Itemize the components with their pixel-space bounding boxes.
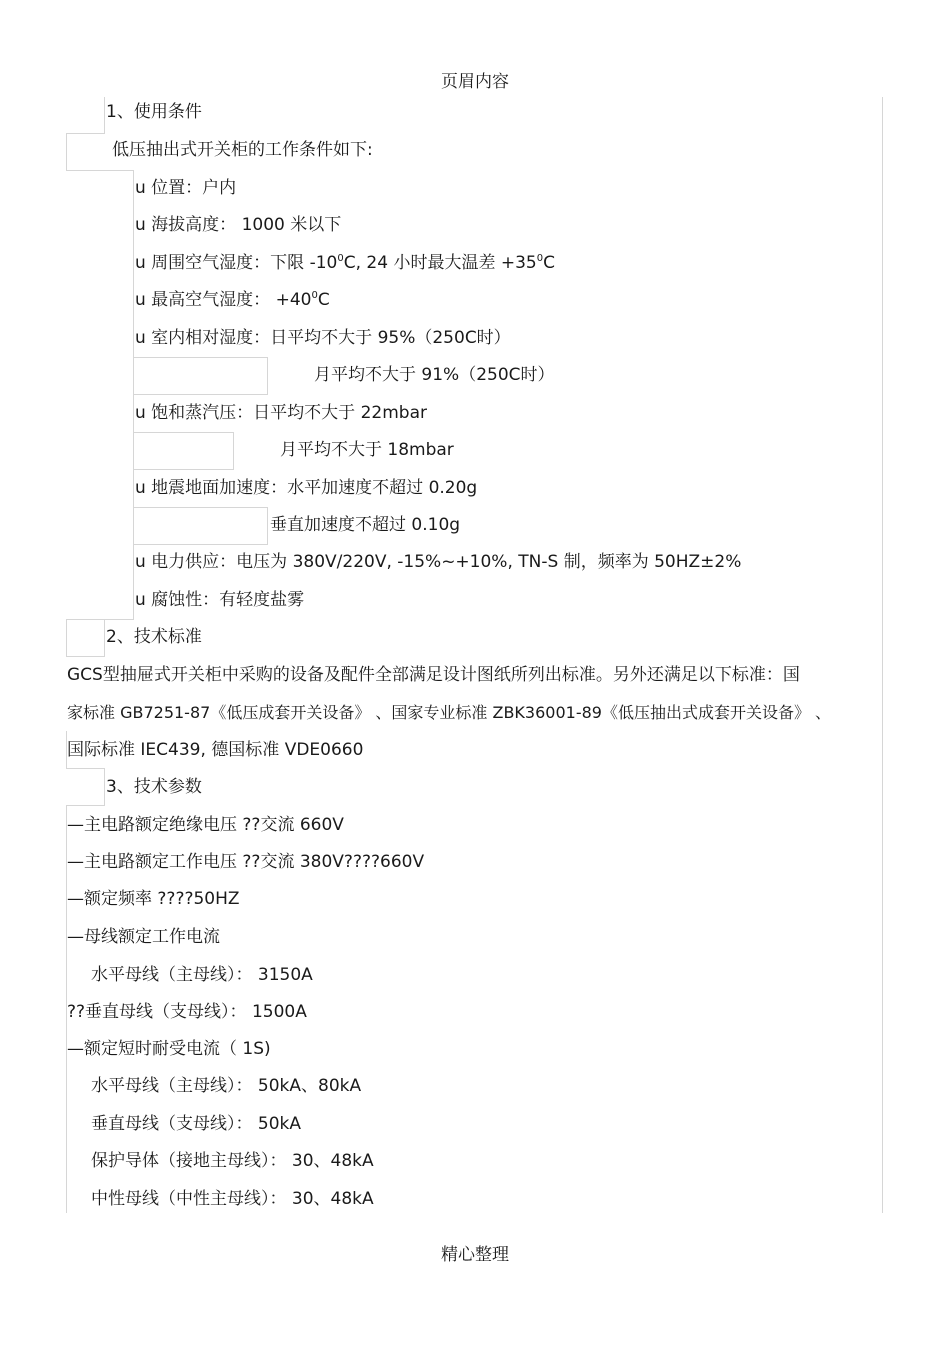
table-rule (104, 619, 105, 657)
param-busbar-current: —母线额定工作电流 (67, 927, 220, 947)
ambient-text-c: C (543, 253, 555, 273)
table-rule (133, 469, 233, 470)
condition-humidity-day: u 室内相对湿度：日平均不大于 95%（250C时） (135, 328, 511, 348)
param-busbar-branch: ??垂直母线（支母线）： 1500A (67, 1002, 307, 1022)
table-rule (104, 768, 105, 806)
condition-power-supply: u 电力供应：电压为 380V/220V, -15%~+10%, TN-S 制，频率为 50HZ±2% (135, 552, 742, 572)
max-temp-text-a: u 最高空气湿度： +40 (135, 290, 312, 310)
section-1-title: 1、使用条件 (106, 102, 202, 122)
condition-seismic-horizontal: u 地震地面加速度：水平加速度不超过 0.20g (135, 478, 478, 498)
condition-altitude: u 海拔高度： 1000 米以下 (135, 215, 342, 235)
ambient-text-b: C, 24 小时最大温差 +35 (343, 253, 537, 273)
standards-line-1: GCS型抽屉式开关柜中采购的设备及配件全部满足设计图纸所列出标准。另外还满足以下标准：国 (67, 665, 800, 685)
table-rule (66, 805, 105, 806)
param-frequency: —额定频率 ????50HZ (67, 889, 240, 909)
param-busbar-main: 水平母线（主母线）： 3150A (91, 965, 313, 985)
table-rule (104, 97, 105, 133)
param-insulation-voltage: —主电路额定绝缘电压 ??交流 660V (67, 815, 344, 835)
table-rule (133, 170, 134, 620)
standards-line-2: 家标准 GB7251-87《低压成套开关设备》 、国家专业标准 ZBK36001-89《低压抽出式成套开关设备》 、 (67, 703, 832, 722)
condition-corrosion: u 腐蚀性：有轻度盐雾 (135, 590, 305, 610)
table-rule (133, 507, 267, 508)
degree-mark: 0 (337, 253, 344, 264)
degree-mark: 0 (311, 290, 318, 301)
table-rule (66, 170, 133, 171)
section-1-intro: 低压抽出式开关柜的工作条件如下: (112, 140, 373, 160)
condition-ambient (135, 253, 555, 273)
ambient-text-a: u 周围空气湿度：下限 -10 (135, 253, 338, 273)
table-rule (66, 768, 105, 769)
condition-max-temp (135, 290, 330, 310)
condition-vapor-day: u 饱和蒸汽压：日平均不大于 22mbar (135, 403, 427, 423)
table-rule (66, 619, 67, 657)
table-rule (267, 357, 268, 395)
max-temp-text-b: C (317, 290, 330, 310)
condition-location: u 位置：户内 (135, 178, 237, 198)
table-rule (133, 394, 267, 395)
param-st-main: 水平母线（主母线）： 50kA、80kA (91, 1076, 362, 1096)
section-2-title: 2、技术标准 (106, 627, 202, 647)
param-st-protective: 保护导体（接地主母线）： 30、48kA (91, 1151, 374, 1171)
param-st-branch: 垂直母线（支母线）： 50kA (91, 1114, 302, 1134)
degree-mark: 0 (536, 253, 544, 264)
condition-vapor-month: 月平均不大于 18mbar (280, 440, 454, 460)
table-rule (267, 507, 268, 545)
table-rule (66, 656, 105, 657)
table-rule (882, 97, 883, 1213)
table-rule (66, 133, 105, 134)
table-rule (133, 544, 267, 545)
table-rule (233, 432, 234, 470)
table-rule (133, 357, 267, 358)
table-rule (66, 133, 67, 171)
table-rule (66, 619, 133, 620)
section-3-title: 3、技术参数 (106, 777, 202, 797)
standards-line-3: 国际标准 IEC439, 德国标准 VDE0660 (67, 740, 364, 760)
page-header: 页眉内容 (441, 72, 509, 92)
condition-humidity-month: 月平均不大于 91%（250C时） (314, 365, 555, 385)
param-working-voltage: —主电路额定工作电压 ??交流 380V????660V (67, 852, 425, 872)
page-footer: 精心整理 (441, 1245, 509, 1265)
condition-seismic-vertical: 垂直加速度不超过 0.10g (270, 515, 461, 535)
table-rule (133, 432, 233, 433)
param-short-time: —额定短时耐受电流（ 1S) (67, 1039, 271, 1059)
param-st-neutral: 中性母线（中性主母线）： 30、48kA (91, 1189, 374, 1209)
